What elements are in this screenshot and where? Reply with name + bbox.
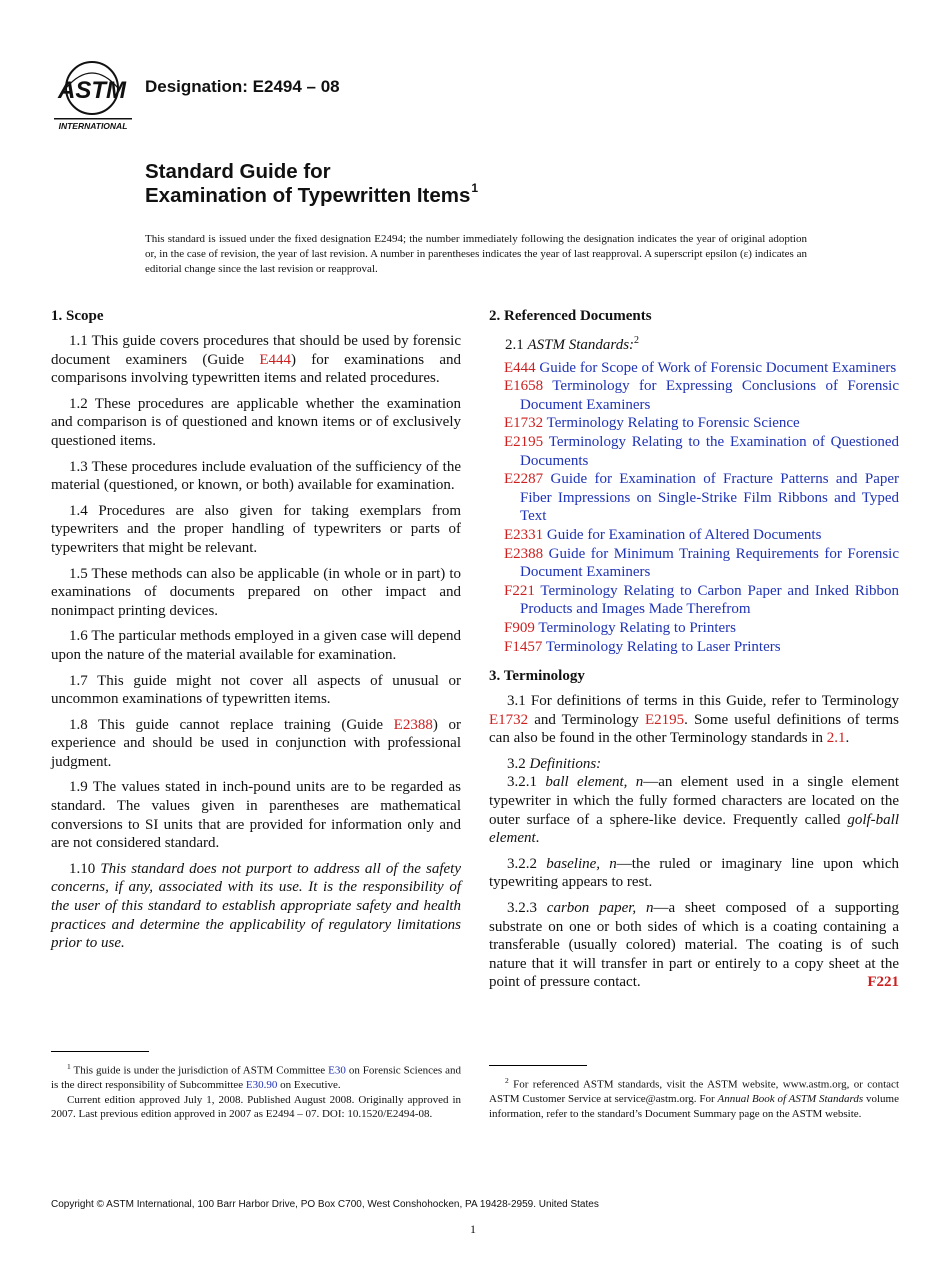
footnote-1: $^1$ This guide is under the jurisdiction of ASTM Committee E30 on Forensic Sciences and is the direct responsibility of Subcommittee E30.90 on Executive. Current edition approved July 1, 2008. Published August 2008. Originally approved in 2007. Last previous edition approved in 2007 as E2494 – 07. DOI: 10.1520/E2494-08. [51, 1062, 461, 1121]
reference-item[interactable]: E2388 Guide for Minimum Training Requirements for Forensic Document Examiners [504, 545, 900, 581]
reference-list [489, 359, 899, 657]
paragraph-3-2-1: 3.2.1 ball element, n—an element used in a single element typewriter in which the fully formed characters are located on the outer surface of a sphere-like device. Frequently called golf-ball element. [489, 774, 900, 847]
footnote-mark-2[interactable]: 2 [634, 335, 640, 346]
designation: Designation: E2494 – 08 [145, 77, 340, 96]
footnote-divider-right [489, 1065, 587, 1066]
paragraph-1-3: 1.3 These procedures include evaluation of the sufficiency of the material (questioned, or known, or both) available for examination. [51, 458, 461, 494]
reference-item[interactable]: E444 Guide for Scope of Work of Forensic Document Examiners [504, 359, 897, 376]
page-title-text: Examination of Typewritten Items [145, 184, 471, 207]
footnote-divider-left [51, 1051, 149, 1052]
page-number: 1 [470, 1222, 476, 1236]
reference-item[interactable]: F1457 Terminology Relating to Laser Printers [504, 638, 781, 655]
paragraph-1-2: 1.2 These procedures are applicable whether the examination and comparison is of questioned and known items or of exclusively questioned items. [51, 395, 461, 449]
subsection-astm-standards: 2.1 ASTM Standards:$^2$ [505, 335, 640, 353]
reference-item[interactable]: F221 Terminology Relating to Carbon Paper and Inked Ribbon Products and Images Made Therefrom [504, 582, 899, 618]
link-e444[interactable]: E444 [259, 351, 291, 368]
section-heading-references: 2. Referenced Documents [489, 308, 652, 324]
page-title-line1: Standard Guide for [145, 160, 331, 183]
section-heading-scope: 1. Scope [51, 308, 104, 324]
paragraph-1-8: 1.8 This guide cannot replace training (Guide E2388) or experience and should be used in conjunction with professional judgment. [51, 716, 461, 770]
footnote-2: $^2$ For referenced ASTM standards, visit the ASTM website, www.astm.org, or contact ASTM Customer Service at service@astm.org. For Annual Book of ASTM Standards volume information, refer to the standard’s Document Summary page on the ASTM website. [489, 1076, 899, 1120]
reference-item[interactable]: E2287 Guide for Examination of Fracture Patterns and Paper Fiber Impressions on Single-Strike Film Ribbons and Typed Text [504, 471, 900, 525]
paragraph-1-1: 1.1 This guide covers procedures that should be used by forensic document examiners (Guide E444) for examinations and comparisons involving typewritten items and related procedures. [51, 333, 461, 387]
reference-item[interactable]: E2195 Terminology Relating to the Examination of Questioned Documents [504, 433, 899, 469]
paragraph-1-6: 1.6 The particular methods employed in a given case will depend upon the nature of the material available for examination. [51, 628, 461, 663]
paragraph-3-1: 3.1 For definitions of terms in this Guide, refer to Terminology E1732 and Terminology E2195. Some useful definitions of terms can also be found in the other Terminology standards in 2.1. [489, 693, 899, 747]
astm-logo [52, 60, 134, 132]
reference-item[interactable]: E1732 Terminology Relating to Forensic Science [504, 415, 800, 432]
paragraph-3-2-3: 3.2.3 carbon paper, n—a sheet composed of a supporting substrate on one or both sides of which is a coating containing a transferable (usually colored) material. The coating is of such nature that it will transfer in part or entirely to a copy sheet at the point of pressure contact. F221 [489, 900, 900, 991]
section-heading-terminology: 3. Terminology [489, 668, 585, 685]
title-footnote-mark[interactable]: 1 [471, 181, 479, 195]
link-f221[interactable]: F221 [867, 974, 899, 991]
copyright-notice: Copyright © ASTM International, 100 Barr Harbor Drive, PO Box C700, West Conshohocken, PA 19428-2959. United States [51, 1199, 599, 1210]
reference-item[interactable]: F909 Terminology Relating to Printers [504, 619, 737, 636]
link-e2388[interactable]: E2388 [393, 716, 433, 733]
paragraph-1-10: 1.10 This standard does not purport to address all of the safety concerns, if any, associated with its use. It is the responsibility of the user of this standard to establish appropriate safety and health practices and determine the applicability of regulatory limitations prior to use. [51, 860, 462, 952]
standard-notice: This standard is issued under the fixed designation E2494; the number immediately following the designation indicates the year of original adoption or, in the case of revision, the year of last revision. A number in parentheses indicates the year of last reapproval. A superscript epsilon (ε) indicates an editorial change since the last revision or reapproval. [145, 233, 807, 275]
paragraph-1-9: 1.9 The values stated in inch-pound units are to be regarded as standard. The values given in parentheses are mathematical conversions to SI units that are provided for information only and are not considered standard. [51, 779, 461, 852]
link-e30-90[interactable]: E30.90 [245, 1079, 278, 1092]
right-column [489, 306, 899, 999]
link-e2195[interactable]: E2195 [645, 711, 685, 728]
paragraph-3-2-2: 3.2.2 baseline, n—the ruled or imaginary line upon which typewriting appears to rest. [489, 855, 900, 891]
reference-item[interactable]: E1658 Terminology for Expressing Conclusions of Forensic Document Examiners [504, 378, 899, 413]
link-section-2-1[interactable]: 2.1 [826, 730, 846, 747]
logo-text: ASTM [58, 77, 126, 104]
paragraph-1-7: 1.7 This guide might not cover all aspects of unusual or uncommon examinations of typewritten items. [51, 672, 461, 708]
astm-logo-icon [52, 60, 134, 132]
logo-subtext: INTERNATIONAL [58, 121, 128, 131]
link-e1732[interactable]: E1732 [489, 711, 529, 728]
reference-item[interactable]: E2331 Guide for Examination of Altered Documents [504, 526, 822, 543]
left-column [51, 306, 461, 960]
paragraph-1-4: 1.4 Procedures are also given for taking exemplars from typewriters and the proper handling of typewriters or parts of typewriters that might be relevant. [51, 502, 461, 556]
paragraph-3-2: 3.2 Definitions: [507, 755, 602, 772]
link-e30[interactable]: E30 [328, 1064, 346, 1077]
page-title-line2 [145, 181, 479, 208]
paragraph-1-5: 1.5 These methods can also be applicable (in whole or in part) to examinations of documents prepared on other impact and nonimpact printing devices. [51, 565, 461, 619]
